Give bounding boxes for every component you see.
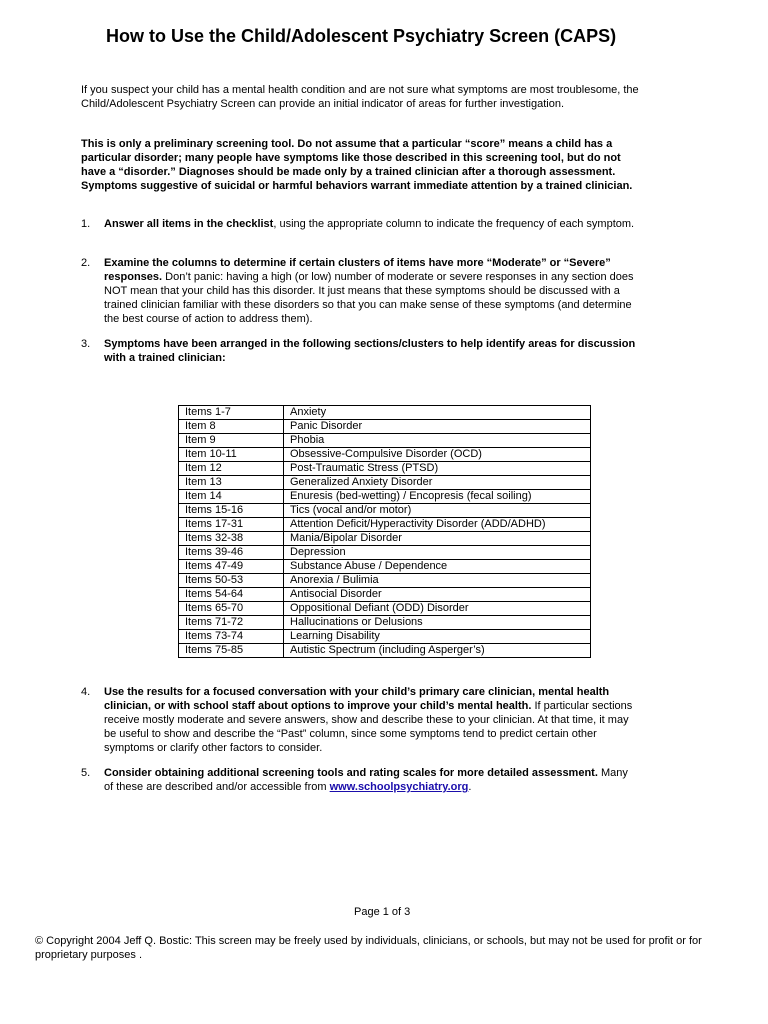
disorder-cell: Hallucinations or Delusions (284, 616, 591, 630)
table-row (179, 588, 591, 602)
step-tail-text: . (468, 781, 472, 793)
step-number: 2. (81, 257, 91, 269)
step-number: 4. (81, 686, 91, 698)
table-row (179, 476, 591, 490)
table-row (179, 602, 591, 616)
step-text (104, 766, 639, 794)
disorder-cell: Mania/Bipolar Disorder (284, 532, 591, 546)
items-cell: Items 54-64 (179, 588, 284, 602)
step-rest-text: If particular sections receive mostly moderate and severe answers, show and describe these to your clinician. At that time, it may be useful to show and describe the “Past” column, since some symptoms tend to predict certain other symptoms or clarify other factors to consider. (104, 700, 633, 754)
step-number: 5. (81, 767, 91, 779)
step-number: 1. (81, 218, 91, 230)
table-row (179, 574, 591, 588)
disorder-cell: Antisocial Disorder (284, 588, 591, 602)
disorder-cell: Oppositional Defiant (ODD) Disorder (284, 602, 591, 616)
step-text (104, 685, 639, 755)
schoolpsychiatry-link[interactable]: www.schoolpsychiatry.org (329, 781, 469, 793)
items-cell: Item 8 (179, 420, 284, 434)
step-text (104, 256, 639, 326)
disorder-cell: Obsessive-Compulsive Disorder (OCD) (284, 448, 591, 462)
items-cell: Items 47-49 (179, 560, 284, 574)
step-bold-text: Answer all items in the checklist (104, 218, 274, 230)
step-bold-text: Symptoms have been arranged in the following sections/clusters to help identify areas for discussion with a trained clinician: (104, 338, 636, 364)
table-row (179, 448, 591, 462)
disorder-cell: Phobia (284, 434, 591, 448)
disorder-cell: Enuresis (bed-wetting) / Encopresis (fecal soiling) (284, 490, 591, 504)
disorder-cell: Attention Deficit/Hyperactivity Disorder (ADD/ADHD) (284, 518, 591, 532)
table-row (179, 644, 591, 658)
items-cell: Items 1-7 (179, 406, 284, 420)
disorder-cell: Generalized Anxiety Disorder (284, 476, 591, 490)
disorder-cell: Tics (vocal and/or motor) (284, 504, 591, 518)
items-cell: Items 65-70 (179, 602, 284, 616)
items-cell: Item 12 (179, 462, 284, 476)
page-number: Page 1 of 3 (354, 906, 411, 918)
page-title: How to Use the Child/Adolescent Psychiatry Screen (CAPS) (106, 26, 617, 46)
step-number: 3. (81, 338, 91, 350)
step-text (104, 337, 639, 365)
table-row (179, 518, 591, 532)
step-bold-text: Use the results for a focused conversation with your child’s primary care clinician, mental health clinician, or with school staff about options to improve your child’s mental health. (104, 686, 610, 712)
table-row (179, 560, 591, 574)
clusters-table (178, 405, 591, 658)
items-cell: Items 39-46 (179, 546, 284, 560)
step-rest-text: Don’t panic: having a high (or low) number of moderate or severe responses in any section does NOT mean that your child has this disorder. It just means that these symptoms should be discussed with a trained clinician familiar with these disorders so that you can make sense of these symptoms (and determine the best course of action to address them). (104, 271, 634, 325)
step-bold-text: Consider obtaining additional screening tools and rating scales for more detailed assessment. (104, 767, 598, 779)
copyright-notice: © Copyright 2004 Jeff Q. Bostic: This screen may be freely used by individuals, clinicians, or schools, but may not be used for profit or for proprietary purposes . (35, 935, 702, 961)
items-cell: Items 17-31 (179, 518, 284, 532)
table-row (179, 616, 591, 630)
disorder-cell: Panic Disorder (284, 420, 591, 434)
items-cell: Items 73-74 (179, 630, 284, 644)
disorder-cell: Anxiety (284, 406, 591, 420)
warning-paragraph: This is only a preliminary screening tool. Do not assume that a particular “score” means a child has a particular disorder; many people have symptoms like those described in this screening tool, but do not have a “disorder.” Diagnoses should be made only by a trained clinician after a thorough assessment. Symptoms suggestive of suicidal or harmful behaviors warrant immediate attention by a trained clinician. (81, 138, 633, 192)
table-row (179, 546, 591, 560)
table-row (179, 434, 591, 448)
disorder-cell: Anorexia / Bulimia (284, 574, 591, 588)
table-row (179, 406, 591, 420)
disorder-cell: Learning Disability (284, 630, 591, 644)
items-cell: Item 9 (179, 434, 284, 448)
table-row (179, 504, 591, 518)
items-cell: Items 15-16 (179, 504, 284, 518)
table-row (179, 630, 591, 644)
step-rest-text: Many of these are described and/or accessible from (104, 767, 628, 793)
step-text (104, 217, 639, 231)
disorder-cell: Autistic Spectrum (including Asperger’s) (284, 644, 591, 658)
intro-paragraph: If you suspect your child has a mental health condition and are not sure what symptoms are most troublesome, the Child/Adolescent Psychiatry Screen can provide an initial indicator of areas for further investigation. (81, 84, 639, 110)
table-row (179, 420, 591, 434)
disorder-cell: Substance Abuse / Dependence (284, 560, 591, 574)
disorder-cell: Depression (284, 546, 591, 560)
table-row (179, 462, 591, 476)
table-row (179, 490, 591, 504)
items-cell: Item 14 (179, 490, 284, 504)
items-cell: Items 50-53 (179, 574, 284, 588)
step-bold-text: Examine the columns to determine if certain clusters of items have more “Moderate” or “Severe” responses. (104, 257, 611, 283)
step-rest-text: , using the appropriate column to indicate the frequency of each symptom. (273, 218, 635, 230)
items-cell: Items 75-85 (179, 644, 284, 658)
items-cell: Items 32-38 (179, 532, 284, 546)
items-cell: Item 13 (179, 476, 284, 490)
items-cell: Items 71-72 (179, 616, 284, 630)
disorder-cell: Post-Traumatic Stress (PTSD) (284, 462, 591, 476)
items-cell: Item 10-11 (179, 448, 284, 462)
table-row (179, 532, 591, 546)
